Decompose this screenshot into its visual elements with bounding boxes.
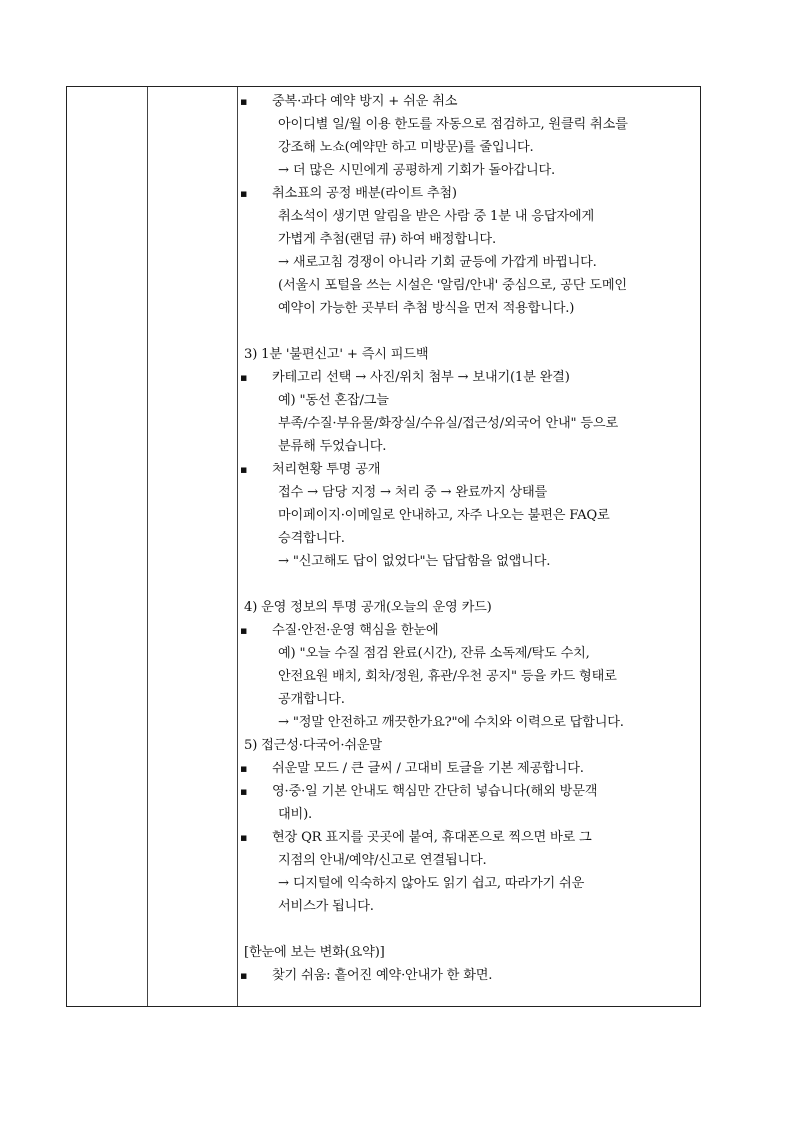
body-line: (서울시 포털을 쓰는 시설은 '알림/안내' 중심으로, 공단 도메인 (278, 278, 627, 293)
body-line: 예) "동선 혼잡/그늘 (278, 393, 389, 408)
body-line: → 새로고침 경쟁이 아니라 기회 균등에 가깝게 바뀝니다. (278, 255, 597, 270)
body-line: 공개합니다. (278, 692, 345, 707)
section-heading: [한눈에 보는 변화(요약)] (244, 945, 385, 960)
bullet-text: 현장 QR 표지를 곳곳에 붙여, 휴대폰으로 찍으면 바로 그 (272, 830, 592, 845)
body-line: 안전요원 배치, 회차/정원, 휴관/우천 공지" 등을 카드 형태로 (278, 669, 617, 684)
section-heading: 3) 1분 '불편신고' + 즉시 피드백 (244, 347, 429, 362)
body-line: → 더 많은 시민에게 공평하게 기회가 돌아갑니다. (278, 163, 556, 178)
bullet-item (237, 826, 697, 849)
body-line: 예약이 가능한 곳부터 추첨 방식을 먼저 적용합니다.) (278, 301, 575, 316)
body-line: 가볍게 추첨(랜덤 큐) 하여 배정합니다. (278, 232, 496, 247)
body-line: 강조해 노쇼(예약만 하고 미방문)를 줄입니다. (278, 140, 534, 155)
body-line: 아이디별 일/월 이용 한도를 자동으로 점검하고, 원클릭 취소를 (278, 117, 628, 132)
bullet-text: 취소표의 공정 배분(라이트 추첨) (272, 186, 457, 201)
blank-line (237, 320, 697, 343)
bullet-text: 찾기 쉬움: 흩어진 예약·안내가 한 화면. (272, 968, 493, 983)
body-line: 지점의 안내/예약/신고로 연결됩니다. (278, 853, 487, 868)
body-line: 서비스가 됩니다. (278, 899, 374, 914)
body-line: 취소석이 생기면 알림을 받은 사람 중 1분 내 응답자에게 (278, 209, 594, 224)
body-line: 승격합니다. (278, 531, 345, 546)
body-line: → 디지털에 익숙하지 않아도 읽기 쉽고, 따라가기 쉬운 (278, 876, 585, 891)
bullet-item (237, 619, 697, 642)
bullet-item (237, 458, 697, 481)
bullet-text: 중복·과다 예약 방지 + 쉬운 취소 (272, 94, 458, 109)
body-line: 대비). (278, 807, 313, 822)
body-line: 접수 → 담당 지정 → 처리 중 → 완료까지 상태를 (278, 485, 548, 500)
body-line: → "신고해도 답이 없었다"는 답답함을 없앱니다. (278, 554, 551, 569)
bullet-item (237, 780, 697, 803)
bullet-text: 영·중·일 기본 안내도 핵심만 간단히 넣습니다(해외 방문객 (272, 784, 598, 799)
bullet-item (237, 182, 697, 205)
bullet-item (237, 366, 697, 389)
bullet-item (237, 757, 697, 780)
body-line: 마이페이지·이메일로 안내하고, 자주 나오는 불편은 FAQ로 (278, 508, 610, 523)
table-column-2 (147, 87, 238, 1006)
table-content-cell (237, 90, 697, 987)
body-line: 분류해 두었습니다. (278, 439, 387, 454)
bullet-item (237, 90, 697, 113)
bullet-text: 수질·안전·운영 핵심을 한눈에 (272, 623, 439, 638)
bullet-text: 처리현황 투명 공개 (272, 462, 381, 477)
section-heading: 4) 운영 정보의 투명 공개(오늘의 운영 카드) (244, 600, 492, 615)
body-line: → "정말 안전하고 깨끗한가요?"에 수치와 이력으로 답합니다. (278, 715, 624, 730)
blank-line (237, 918, 697, 941)
body-line: 예) "오늘 수질 점검 완료(시간), 잔류 소독제/탁도 수치, (278, 646, 590, 661)
body-line: 부족/수질·부유물/화장실/수유실/접근성/외국어 안내" 등으로 (278, 416, 618, 431)
section-heading: 5) 접근성·다국어·쉬운말 (244, 738, 382, 753)
bullet-text: 쉬운말 모드 / 큰 글씨 / 고대비 토글을 기본 제공합니다. (272, 761, 584, 776)
bullet-item (237, 964, 697, 987)
blank-line (237, 573, 697, 596)
table-column-1 (67, 87, 148, 1006)
bullet-text: 카테고리 선택 → 사진/위치 첨부 → 보내기(1분 완결) (272, 370, 570, 385)
